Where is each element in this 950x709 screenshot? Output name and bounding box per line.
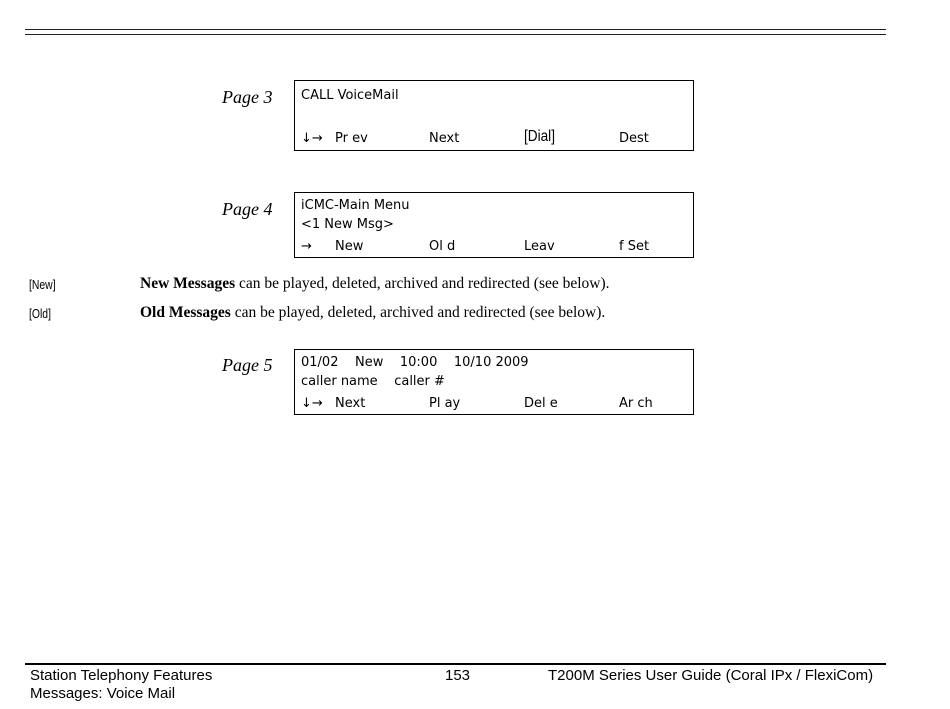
softkey-new: New: [335, 239, 364, 254]
footer-rule: [25, 663, 886, 665]
lcd-line-1: CALL VoiceMail: [301, 88, 399, 103]
softkey-play: Pl ay: [429, 396, 461, 411]
key-tag-new: [New]: [29, 277, 56, 292]
description-text: can be played, deleted, archived and redirected (see below).: [230, 304, 606, 321]
footer-subsection-title: Messages: Voice Mail: [30, 685, 176, 702]
page-label-5: Page 5: [222, 355, 273, 375]
footer-page-number: 153: [445, 667, 471, 684]
softkey-set: f Set: [619, 239, 650, 254]
softkey-arrows: →: [301, 239, 312, 254]
softkey-arrows: ↓→: [301, 396, 323, 411]
page-label-3: Page 3: [222, 87, 273, 107]
lcd-line-2: <1 New Msg>: [301, 217, 394, 232]
header-rule-bottom: [25, 34, 886, 35]
description-text: can be played, deleted, archived and redirected (see below).: [235, 275, 610, 292]
lcd-line-1: iCMC-Main Menu: [301, 198, 410, 213]
softkey-old: Ol d: [429, 239, 456, 254]
lcd-display-page-4: [294, 192, 694, 258]
footer-section-title: Station Telephony Features: [30, 667, 213, 684]
description-term: Old Messages: [140, 304, 231, 321]
softkey-prev: Pr ev: [335, 131, 368, 146]
lcd-line-1: 01/02 New 10:00 10/10 2009: [301, 355, 529, 370]
description-old-messages: [140, 304, 605, 322]
softkey-leave: Leav: [524, 239, 555, 254]
description-new-messages: [140, 275, 610, 293]
softkey-delete: Del e: [524, 396, 558, 411]
lcd-display-page-5: [294, 349, 694, 415]
lcd-display-page-3: [294, 80, 694, 151]
description-term: New Messages: [140, 275, 236, 292]
softkey-dest: Dest: [619, 131, 649, 146]
header-rule-top: [25, 29, 886, 30]
softkey-arrows: ↓→: [301, 131, 323, 146]
softkey-archive: Ar ch: [619, 396, 653, 411]
lcd-line-2: caller name caller #: [301, 374, 445, 389]
softkey-dial: [Dial]: [524, 128, 555, 145]
softkey-next: Next: [429, 131, 460, 146]
page-label-4: Page 4: [222, 199, 273, 219]
key-tag-old: [Old]: [29, 306, 51, 321]
softkey-next: Next: [335, 396, 366, 411]
footer-guide-title: T200M Series User Guide (Coral IPx / FlexiCom): [548, 667, 874, 684]
